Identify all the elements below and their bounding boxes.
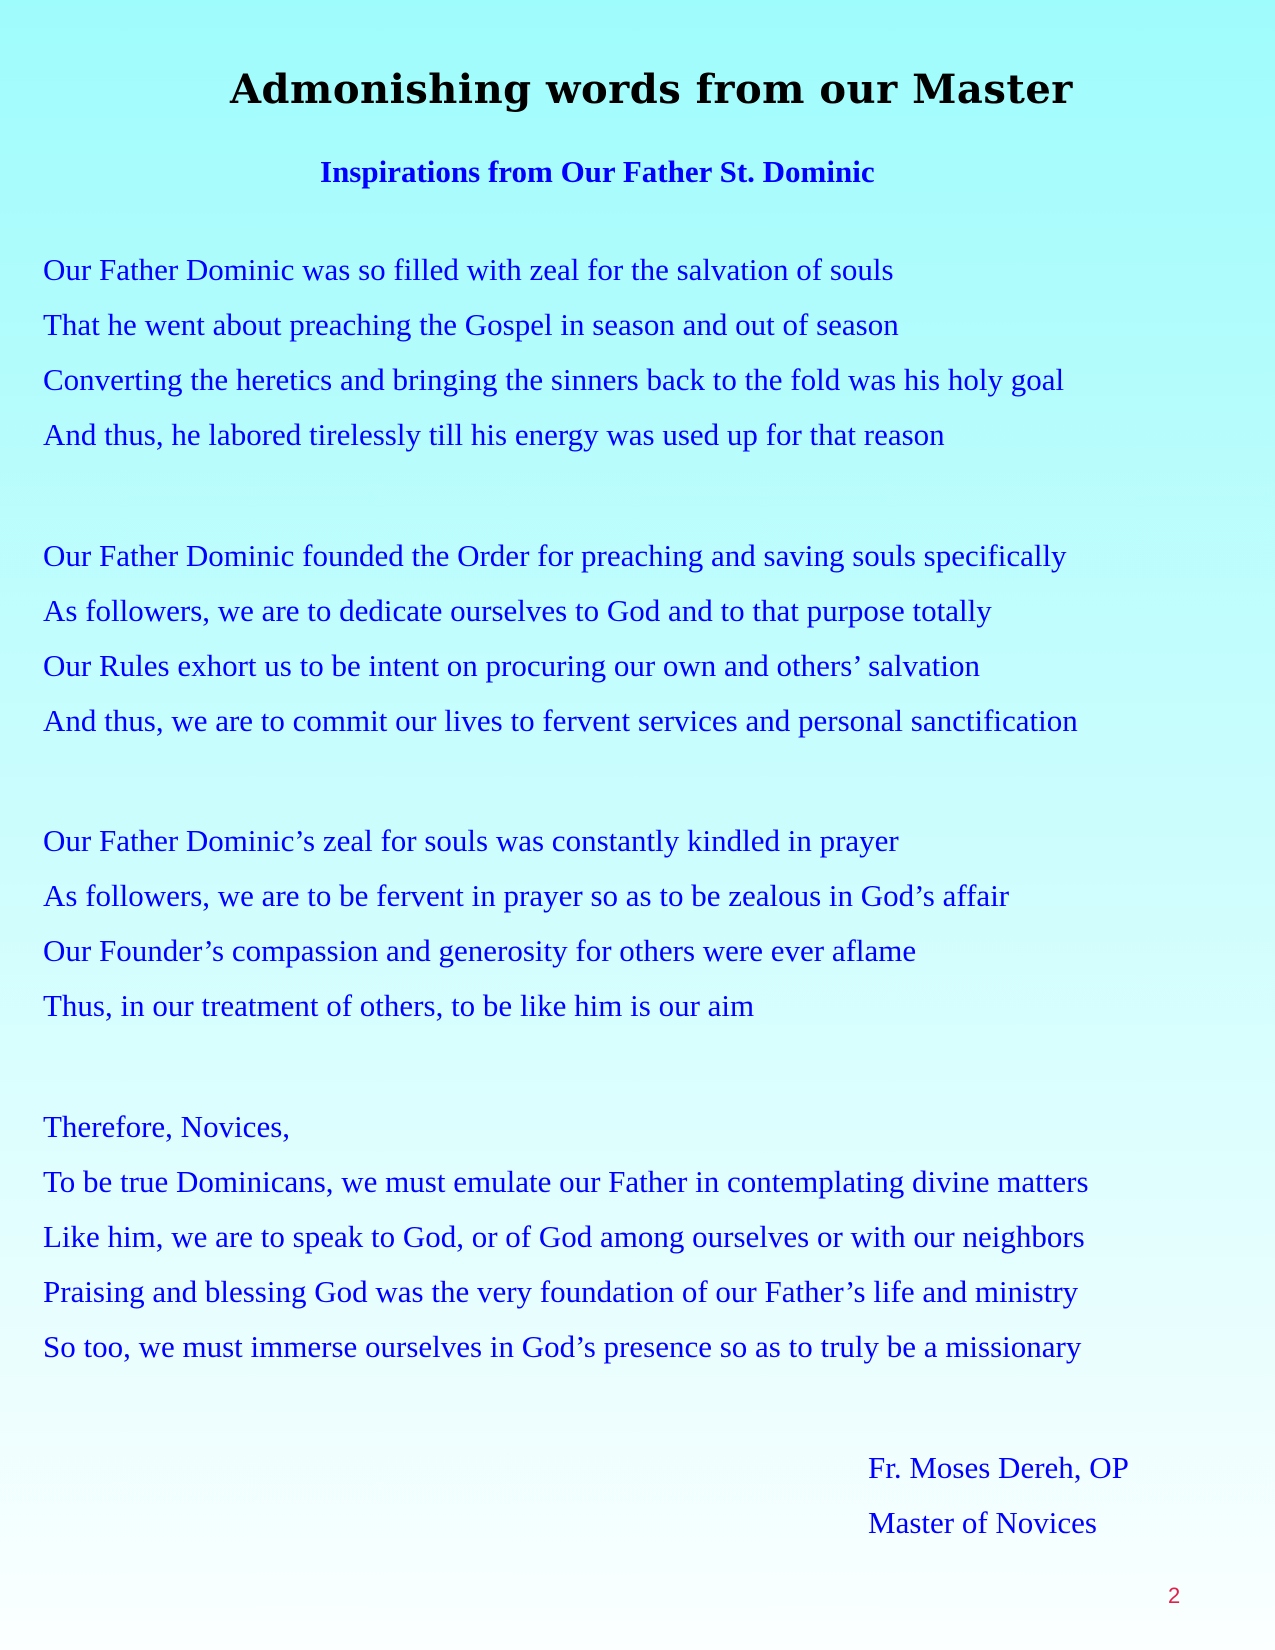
poem-line: As followers, we are to be fervent in prayer so as to be zealous in God’s affair — [43, 878, 1010, 913]
poem-line: And thus, we are to commit our lives to fervent services and personal sanctification — [43, 703, 1078, 738]
poem-line: Thus, in our treatment of others, to be like him is our aim — [43, 988, 755, 1023]
poem-line: So too, we must immerse ourselves in God’s presence so as to truly be a missionary — [43, 1329, 1082, 1364]
poem-line: As followers, we are to dedicate ourselves to God and to that purpose totally — [43, 593, 992, 628]
page-number: 2 — [1168, 1583, 1181, 1608]
poem-line: Like him, we are to speak to God, or of God among ourselves or with our neighbors — [43, 1219, 1085, 1254]
poem-line: Therefore, Novices, — [43, 1109, 291, 1144]
signature-role: Master of Novices — [868, 1505, 1097, 1540]
poem-line: Our Father Dominic’s zeal for souls was constantly kindled in prayer — [43, 823, 899, 858]
page-subtitle: Inspirations from Our Father St. Dominic — [320, 154, 875, 189]
page-title: Admonishing words from our Master — [230, 66, 1073, 113]
poem-line: Our Father Dominic founded the Order for preaching and saving souls specifically — [43, 538, 1067, 573]
poem-line: And thus, he labored tirelessly till his energy was used up for that reason — [43, 417, 945, 452]
poem-line: Our Father Dominic was so filled with zeal for the salvation of souls — [43, 252, 894, 287]
poem-line: To be true Dominicans, we must emulate our Father in contemplating divine matters — [43, 1164, 1089, 1199]
poem-line: Converting the heretics and bringing the sinners back to the fold was his holy goal — [43, 362, 1065, 397]
signature-name: Fr. Moses Dereh, OP — [868, 1450, 1129, 1485]
poem-line: Our Founder’s compassion and generosity for others were ever aflame — [43, 933, 917, 968]
poem-line: Praising and blessing God was the very foundation of our Father’s life and ministry — [43, 1274, 1079, 1309]
poem-line: Our Rules exhort us to be intent on procuring our own and others’ salvation — [43, 648, 980, 683]
poem-line: That he went about preaching the Gospel in season and out of season — [43, 307, 899, 342]
